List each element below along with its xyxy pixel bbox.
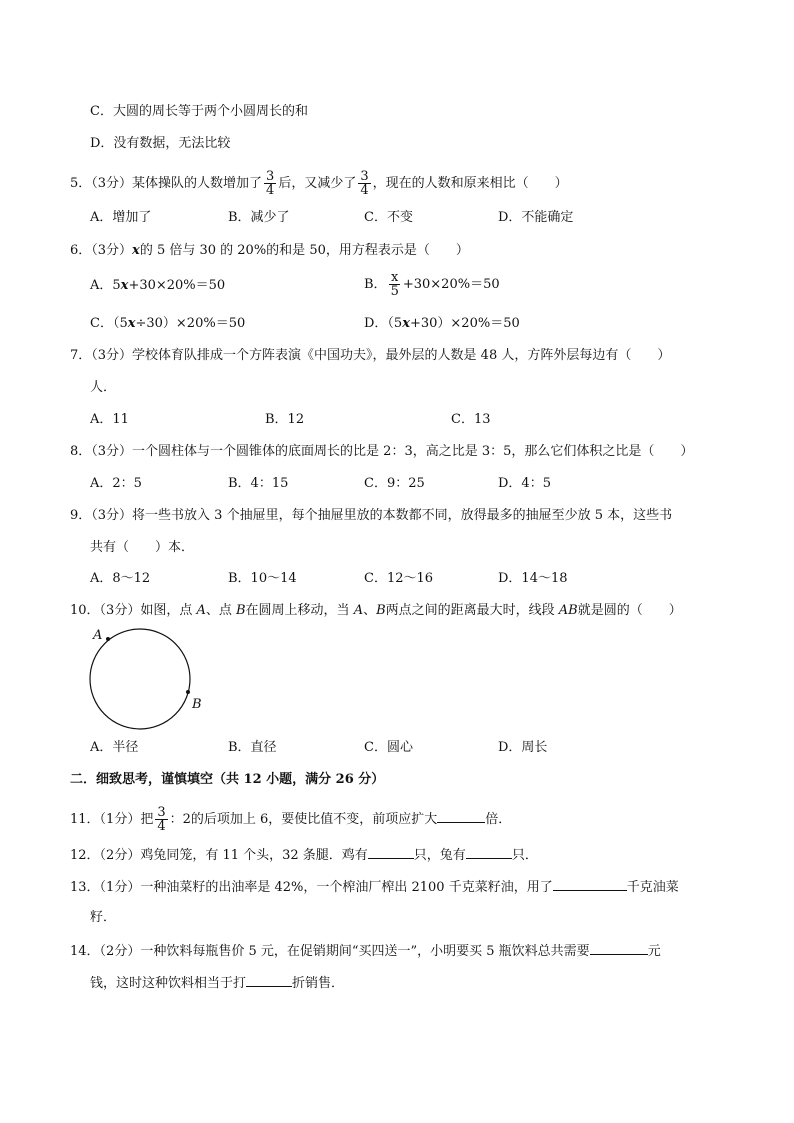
answer-blank[interactable] — [553, 878, 627, 891]
question-13-line1: 13．（1分）一种油菜籽的出油率是 42%，一个榨油厂榨出 2100 千克菜籽油，用了 千克油菜 — [70, 880, 679, 895]
question-7-line1: 7．（3分）学校体育队排成一个方阵表演《中国功夫》，最外层的人数是 48 人，方阵外层每边有（ ） — [70, 348, 671, 363]
q7-option-a: A．11 — [90, 412, 129, 427]
q6-option-b: B． $\frac{x}{5}$ +30×20%＝50 — [364, 270, 500, 299]
q5-prefix: 5．（3分）某体操队的人数增加了 — [70, 176, 263, 191]
q5-option-c: C．不变 — [364, 210, 413, 225]
q8-option-d: D．4：5 — [498, 476, 551, 491]
q5-option-b: B．减少了 — [228, 210, 290, 225]
question-12: 12．（2分）鸡兔同笼，有 11 个头，32 条腿．鸡有 只，兔有 只． — [70, 848, 538, 863]
answer-blank-total[interactable] — [590, 942, 648, 955]
q5-option-a: A．增加了 — [90, 210, 152, 225]
question-14-line1: 14．（2分）一种饮料每瓶售价 5 元，在促销期间“买四送一”，小明要买 5 瓶饮料总共需要 元 — [70, 944, 661, 959]
q5-suffix: ，现在的人数和原来相比（ ） — [372, 176, 568, 191]
label-a: A — [93, 628, 103, 643]
label-b: B — [192, 697, 202, 712]
question-11: 11．（1分）把 $\frac{3}{4}$ ：2的后项加上 6，要使比值不变，前项应扩大 倍． — [70, 805, 512, 834]
q5-option-d: D．不能确定 — [498, 210, 574, 225]
point-b — [186, 690, 190, 694]
point-a — [106, 637, 110, 641]
q9-option-c: C．12～16 — [364, 571, 434, 586]
q6-option-b-fraction: $\frac{x}{5}$ — [390, 270, 399, 299]
q7-option-b: B．12 — [265, 412, 305, 427]
question-14-line2: 钱，这时这种饮料相当于打 折销售． — [90, 976, 345, 991]
q8-option-b: B．4：15 — [228, 476, 289, 491]
question-7-line2: 人． — [90, 380, 117, 395]
answer-blank[interactable] — [437, 810, 485, 823]
q8-option-c: C．9：25 — [364, 476, 425, 491]
q9-option-b: B．10～14 — [228, 571, 297, 586]
q9-option-a: A．8～12 — [90, 571, 151, 586]
q10-option-b: B．直径 — [228, 740, 277, 755]
answer-blank-discount[interactable] — [246, 974, 292, 987]
q8-option-a: A．2：5 — [90, 476, 142, 491]
question-9-line1: 9．（3分）将一些书放入 3 个抽屉里，每个抽屉里放的本数都不同，放得最多的抽屉至少放 5 本，这些书 — [70, 508, 673, 523]
q6-option-a: A．5x+30×20%＝50 — [90, 278, 226, 293]
q11-fraction: $\frac{3}{4}$ — [157, 805, 166, 834]
q10-option-c: C．圆心 — [364, 740, 413, 755]
question-6: 6．（3分）x的 5 倍与 30 的 20%的和是 50，用方程表示是（ ） — [70, 243, 469, 258]
q5-mid: 后，又减少了 — [278, 176, 357, 191]
question-8: 8．（3分）一个圆柱体与一个圆锥体的底面周长的比是 2：3，高之比是 3：5，那么它们体积之比是（ ） — [70, 444, 694, 459]
circle-outline — [90, 629, 190, 729]
answer-blank-rabbits[interactable] — [466, 846, 512, 859]
q4-option-d: D．没有数据，无法比较 — [90, 136, 231, 151]
q5-fraction-1: $\frac{3}{4}$ — [266, 169, 275, 198]
q9-option-d: D．14～18 — [498, 571, 568, 586]
q6-option-d: D．（5x+30）×20%＝50 — [364, 316, 520, 331]
answer-blank-chickens[interactable] — [368, 846, 414, 859]
q4-option-c: C．大圆的周长等于两个小圆周长的和 — [90, 104, 308, 119]
section-2-title: 二．细致思考，谨慎填空（共 12 小题，满分 26 分） — [70, 772, 385, 787]
circle-figure — [82, 622, 212, 734]
question-5 — [70, 170, 568, 197]
q10-option-a: A．半径 — [90, 740, 139, 755]
question-13-line2: 籽． — [90, 910, 117, 925]
question-9-line2: 共有（ ）本． — [90, 540, 195, 555]
q5-fraction-2: $\frac{3}{4}$ — [360, 169, 369, 198]
q6-option-c: C．（5x÷30）×20%＝50 — [90, 316, 246, 331]
question-10: 10．（3分）如图，点 A、点 B在圆周上移动，当 A、B两点之间的距离最大时，线段 AB就是圆的（ ） — [70, 603, 682, 618]
q7-option-c: C．13 — [451, 412, 491, 427]
q10-option-d: D．周长 — [498, 740, 548, 755]
